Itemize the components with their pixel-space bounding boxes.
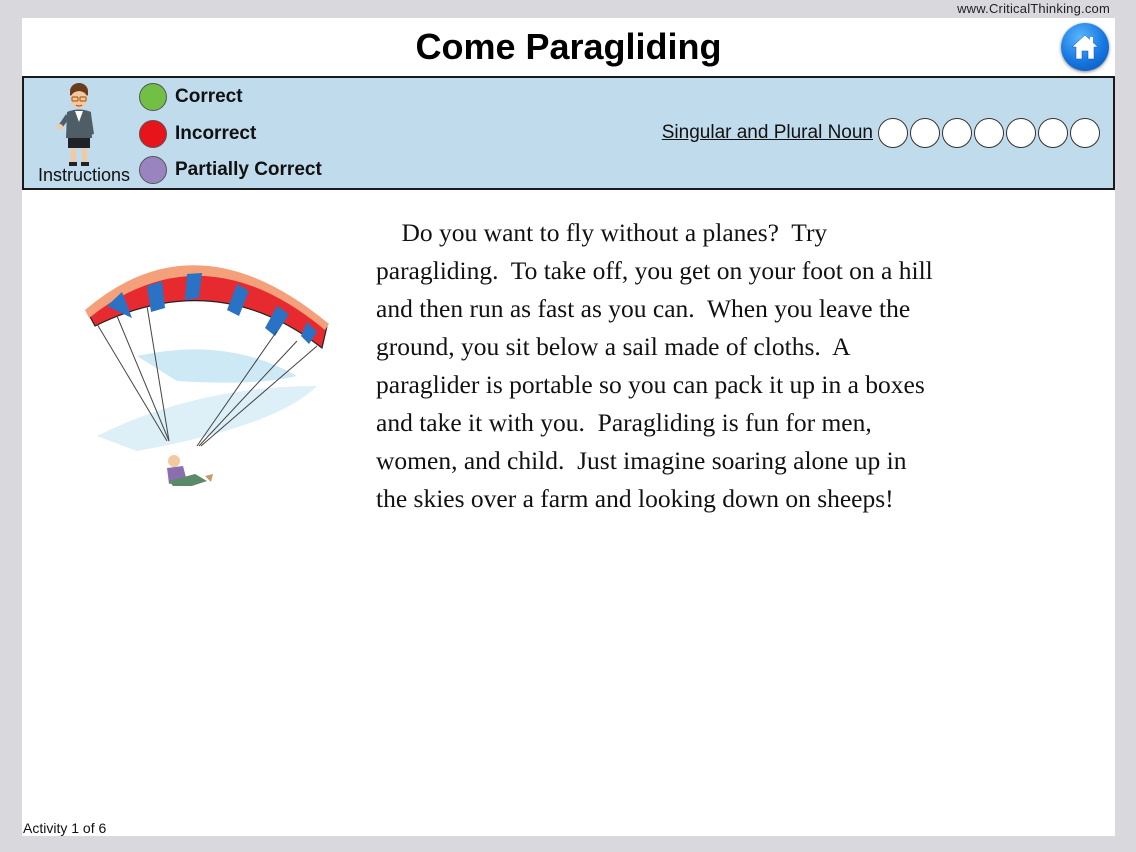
passage-line: and take it with you. Paragliding is fun for men, <box>376 408 872 437</box>
legend-label: Correct <box>175 86 243 107</box>
home-button[interactable] <box>1061 23 1109 71</box>
progress-circle <box>1006 118 1036 148</box>
progress-circle <box>1038 118 1068 148</box>
status-panel <box>22 76 1115 190</box>
partial-dot-icon <box>139 156 167 184</box>
progress-circle <box>974 118 1004 148</box>
paraglider-illustration <box>77 236 337 491</box>
correct-dot-icon <box>139 83 167 111</box>
passage-line: paragliding. To take off, you get on your foot on a hill <box>376 256 933 285</box>
passage-line: Do you want to fly without a planes? Try <box>376 218 828 247</box>
progress-circle <box>942 118 972 148</box>
legend-label: Partially Correct <box>175 159 322 180</box>
passage-line: and then run as fast as you can. When you leave the <box>376 294 911 323</box>
site-url: www.CriticalThinking.com <box>957 1 1110 16</box>
activity-frame <box>22 18 1115 836</box>
legend-label: Incorrect <box>175 123 257 144</box>
progress-circle <box>910 118 940 148</box>
home-icon <box>1070 32 1100 62</box>
passage-line: the skies over a farm and looking down on sheeps! <box>376 484 894 513</box>
instructions-label: Instructions <box>38 165 131 185</box>
reading-passage <box>376 214 1106 518</box>
progress-circle <box>1070 118 1100 148</box>
skill-label: Singular and Plural Noun <box>661 122 873 143</box>
passage-line: ground, you sit below a sail made of cloths. A <box>376 332 851 361</box>
passage-line: paraglider is portable so you can pack it up in a boxes <box>376 370 925 399</box>
activity-counter: Activity 1 of 6 <box>23 820 107 836</box>
progress-circle <box>878 118 908 148</box>
teacher-icon <box>56 82 102 168</box>
page-title: Come Paragliding <box>415 26 722 67</box>
passage-line: women, and child. Just imagine soaring alone up in <box>376 446 907 475</box>
incorrect-dot-icon <box>139 120 167 148</box>
instructions-button[interactable] <box>32 80 136 186</box>
